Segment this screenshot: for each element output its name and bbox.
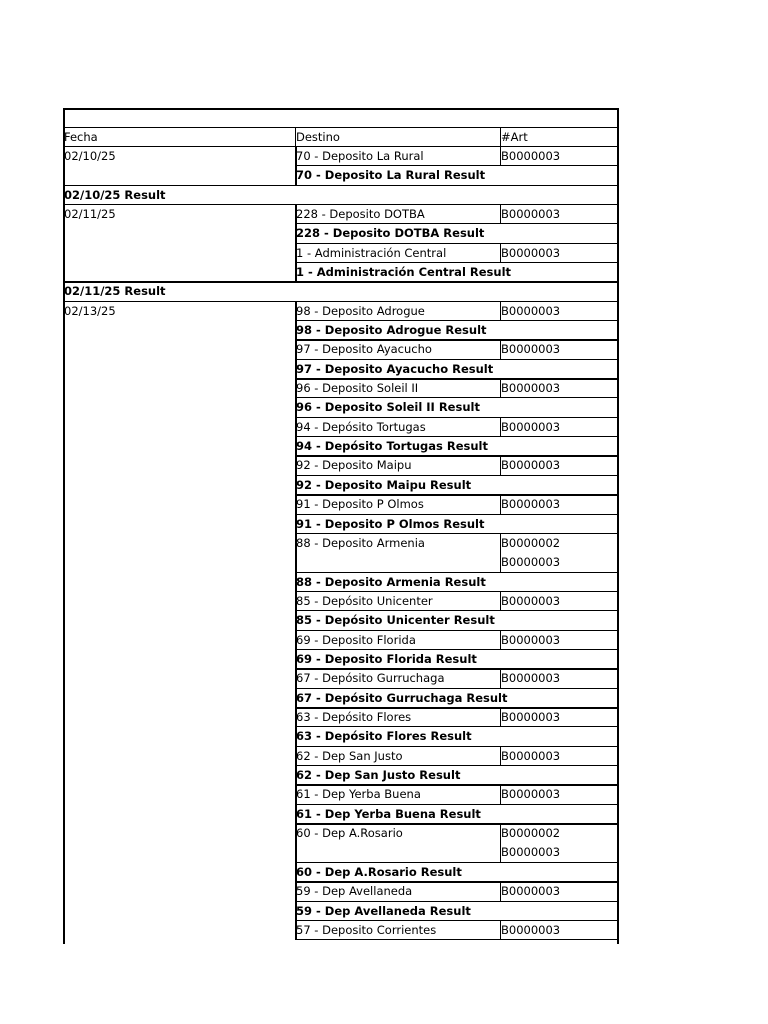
col-divider — [295, 360, 297, 379]
col-divider — [295, 689, 297, 708]
art-cell: B0000003 — [501, 245, 561, 260]
destino-result-cell: 88 - Deposito Armenia Result — [296, 574, 486, 589]
destino-cell: 70 - Deposito La Rural — [296, 148, 424, 163]
destino-cell: 97 - Deposito Ayacucho — [296, 342, 432, 357]
art-cell: B0000003 — [501, 748, 561, 763]
destino-result-cell: 62 - Dep San Justo Result — [296, 768, 461, 783]
art-cell: B0000003 — [501, 787, 561, 802]
col-divider — [295, 166, 297, 185]
col-divider — [295, 824, 297, 843]
art-cell: B0000003 — [501, 148, 561, 163]
col-divider — [295, 708, 297, 727]
table-border-top — [63, 108, 619, 110]
destino-result-cell: 61 - Dep Yerba Buena Result — [296, 806, 481, 821]
col-divider — [295, 843, 297, 862]
destino-result-cell: 91 - Deposito P Olmos Result — [296, 516, 485, 531]
destino-cell: 61 - Dep Yerba Buena — [296, 787, 421, 802]
art-cell: B0000003 — [501, 381, 561, 396]
col-divider — [295, 147, 297, 166]
art-cell: B0000003 — [501, 632, 561, 647]
destino-result-cell: 97 - Deposito Ayacucho Result — [296, 361, 494, 376]
destino-cell: 60 - Dep A.Rosario — [296, 826, 403, 841]
art-cell: B0000003 — [501, 206, 561, 221]
destino-cell: 91 - Deposito P Olmos — [296, 497, 424, 512]
col-divider — [500, 205, 501, 224]
destino-cell: 57 - Deposito Corrientes — [296, 922, 437, 937]
col-divider — [295, 766, 297, 785]
art-cell: B0000003 — [501, 845, 561, 860]
header-art: #Art — [501, 129, 528, 144]
col-divider — [295, 321, 297, 340]
destino-result-cell: 92 - Deposito Maipu Result — [296, 477, 472, 492]
fecha-result-cell: 02/11/25 Result — [64, 284, 166, 299]
destino-result-cell: 60 - Dep A.Rosario Result — [296, 864, 462, 879]
art-cell: B0000003 — [501, 671, 561, 686]
col-divider — [295, 437, 297, 456]
art-cell: B0000003 — [501, 303, 561, 318]
col-divider — [500, 921, 501, 940]
destino-result-cell: 98 - Deposito Adrogue Result — [296, 323, 487, 337]
col-divider — [295, 592, 297, 611]
col-divider — [295, 379, 297, 398]
col-divider — [500, 708, 501, 727]
destino-cell: 63 - Depósito Flores — [296, 710, 412, 724]
art-cell: B0000002 — [501, 826, 561, 841]
destino-cell: 67 - Depósito Gurruchaga — [296, 671, 445, 686]
col-divider — [295, 398, 297, 417]
col-divider — [295, 631, 297, 650]
col-divider — [295, 747, 297, 766]
destino-cell: 98 - Deposito Adrogue — [296, 303, 425, 318]
col-divider — [295, 573, 297, 592]
destino-result-cell: 70 - Deposito La Rural Result — [296, 168, 486, 183]
destino-cell: 228 - Deposito DOTBA — [296, 206, 425, 221]
col-divider — [295, 128, 296, 147]
header-fecha: Fecha — [64, 129, 98, 144]
destino-cell: 62 - Dep San Justo — [296, 748, 403, 763]
col-divider — [500, 669, 501, 688]
col-divider — [500, 747, 501, 766]
destino-cell: 92 - Deposito Maipu — [296, 458, 412, 473]
col-divider — [295, 205, 297, 224]
col-divider — [500, 882, 501, 901]
col-divider — [500, 379, 501, 398]
col-divider — [295, 727, 297, 746]
art-cell: B0000003 — [501, 593, 561, 608]
col-divider — [295, 902, 297, 921]
col-divider — [295, 244, 297, 263]
col-divider — [295, 785, 297, 804]
destino-cell: 59 - Dep Avellaneda — [296, 884, 413, 899]
col-divider — [295, 650, 297, 669]
art-cell: B0000003 — [501, 922, 561, 937]
col-divider — [500, 495, 501, 514]
art-cell: B0000003 — [501, 555, 561, 570]
col-divider — [295, 863, 297, 882]
fecha-cell: 02/11/25 — [64, 206, 116, 221]
col-divider — [295, 553, 297, 572]
destino-cell: 94 - Depósito Tortugas — [296, 419, 426, 434]
destino-result-cell: 69 - Deposito Florida Result — [296, 651, 477, 666]
destino-result-cell: 1 - Administración Central Result — [296, 264, 512, 279]
destino-cell: 69 - Deposito Florida — [296, 632, 416, 647]
art-cell: B0000003 — [501, 497, 561, 512]
col-divider — [500, 147, 501, 166]
col-divider — [500, 456, 501, 475]
col-divider — [295, 495, 297, 514]
art-cell: B0000002 — [501, 535, 561, 550]
fecha-cell: 02/13/25 — [64, 303, 116, 318]
row-border — [295, 939, 500, 940]
col-divider — [295, 418, 297, 437]
destino-result-cell: 228 - Deposito DOTBA Result — [296, 226, 485, 241]
col-divider — [500, 302, 501, 321]
art-cell: B0000003 — [501, 419, 561, 434]
art-cell: B0000003 — [501, 710, 561, 724]
table-border-left — [63, 108, 65, 944]
col-divider — [500, 553, 501, 572]
col-divider — [295, 669, 297, 688]
fecha-result-cell: 02/10/25 Result — [64, 187, 166, 202]
col-divider — [500, 418, 501, 437]
col-divider — [295, 882, 297, 901]
col-divider — [500, 843, 501, 862]
col-divider — [500, 244, 501, 263]
col-divider — [500, 534, 501, 553]
row-border — [500, 939, 619, 940]
destino-cell: 85 - Depósito Unicenter — [296, 593, 433, 608]
col-divider — [295, 456, 297, 475]
col-divider — [295, 340, 297, 359]
destino-result-cell: 85 - Depósito Unicenter Result — [296, 613, 495, 628]
col-divider — [295, 224, 297, 243]
col-divider — [500, 824, 501, 843]
col-divider — [500, 340, 501, 359]
destino-cell: 1 - Administración Central — [296, 245, 447, 260]
col-divider — [295, 921, 297, 940]
destino-result-cell: 63 - Depósito Flores Result — [296, 729, 472, 744]
col-divider — [295, 476, 297, 495]
header-destino: Destino — [296, 129, 340, 144]
destino-result-cell: 94 - Depósito Tortugas Result — [296, 439, 488, 454]
destino-result-cell: 96 - Deposito Soleil II Result — [296, 400, 480, 415]
destino-result-cell: 67 - Depósito Gurruchaga Result — [296, 690, 508, 705]
col-divider — [295, 534, 297, 553]
col-divider — [500, 631, 501, 650]
fecha-cell: 02/10/25 — [64, 148, 116, 163]
col-divider — [295, 611, 297, 630]
art-cell: B0000003 — [501, 458, 561, 473]
col-divider — [295, 805, 297, 824]
col-divider — [295, 263, 297, 282]
col-divider — [295, 515, 297, 534]
col-divider — [500, 128, 501, 147]
art-cell: B0000003 — [501, 342, 561, 357]
destino-cell: 88 - Deposito Armenia — [296, 535, 425, 550]
destino-cell: 96 - Deposito Soleil II — [296, 381, 419, 396]
art-cell: B0000003 — [501, 884, 561, 899]
pivot-table — [63, 108, 619, 944]
destino-result-cell: 59 - Dep Avellaneda Result — [296, 903, 471, 918]
col-divider — [500, 592, 501, 611]
col-divider — [500, 785, 501, 804]
col-divider — [295, 302, 297, 321]
